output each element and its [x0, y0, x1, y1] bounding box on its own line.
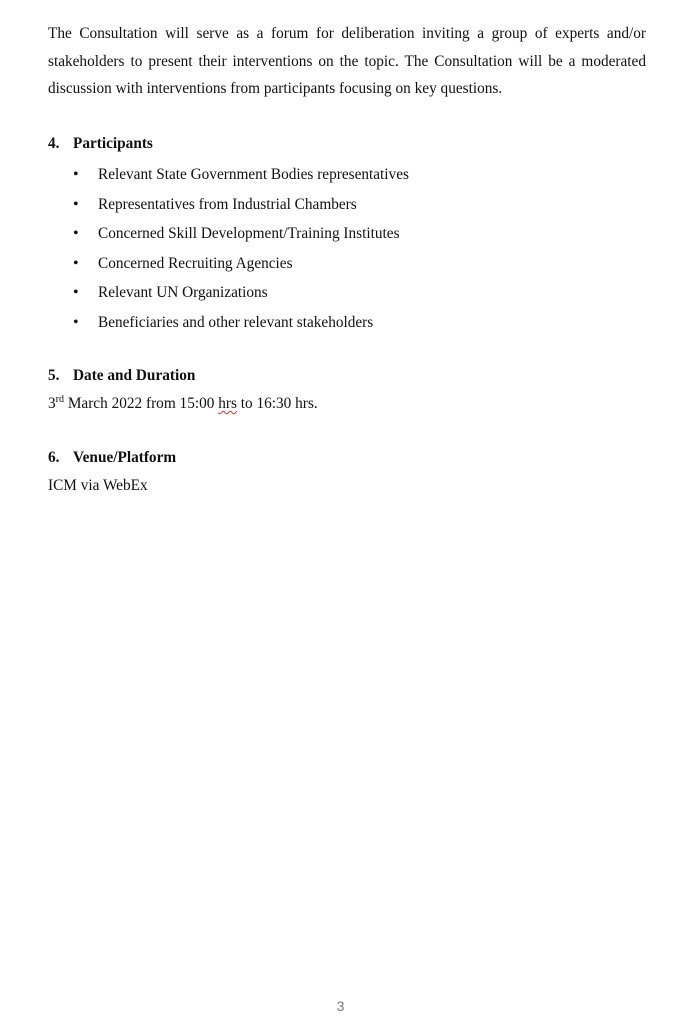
date-day: 3: [48, 395, 56, 412]
date-duration-heading: [48, 366, 195, 386]
date-time-end: to 16:30 hrs.: [236, 395, 318, 412]
page-number: 3: [336, 998, 345, 1014]
date-duration-text: [48, 394, 318, 414]
bullet-icon: •: [73, 284, 79, 302]
bullet-icon: •: [73, 225, 79, 243]
participants-heading-title: Participants: [73, 135, 153, 152]
venue-text: ICM via WebEx: [48, 477, 148, 494]
bullet-icon: •: [73, 166, 79, 183]
list-item-text: Relevant UN Organizations: [98, 284, 268, 302]
list-item-text: Representatives from Industrial Chambers: [98, 195, 357, 213]
date-duration-heading-number: 5.: [48, 367, 60, 384]
bullet-icon: •: [73, 313, 79, 331]
date-duration-heading-title: Date and Duration: [73, 367, 196, 384]
bullet-icon: •: [73, 195, 79, 213]
date-time-start: March 2022 from 15:00: [64, 395, 219, 412]
spellcheck-flagged-word: hrs: [218, 395, 237, 412]
participants-heading-number: 4.: [48, 135, 60, 152]
venue-heading-title: Venue/Platform: [73, 449, 177, 466]
venue-heading: [48, 448, 176, 468]
list-item-text: Concerned Skill Development/Training Institutes: [98, 225, 400, 243]
participants-heading: [48, 134, 153, 154]
intro-paragraph: The Consultation will serve as a forum for deliberation inviting a group of experts and/or stakeholders to present their interventions on the topic. The Consultation will be a moderated discussion with interventions from participants focusing on key questions.: [48, 25, 646, 97]
venue-heading-number: 6.: [48, 449, 60, 466]
list-item-text: Beneficiaries and other relevant stakeholders: [98, 313, 374, 331]
list-item-text: Concerned Recruiting Agencies: [98, 254, 293, 272]
bullet-icon: •: [73, 254, 79, 272]
list-item-text: Relevant State Government Bodies representatives: [98, 166, 409, 183]
date-day-suffix: rd: [55, 393, 64, 405]
